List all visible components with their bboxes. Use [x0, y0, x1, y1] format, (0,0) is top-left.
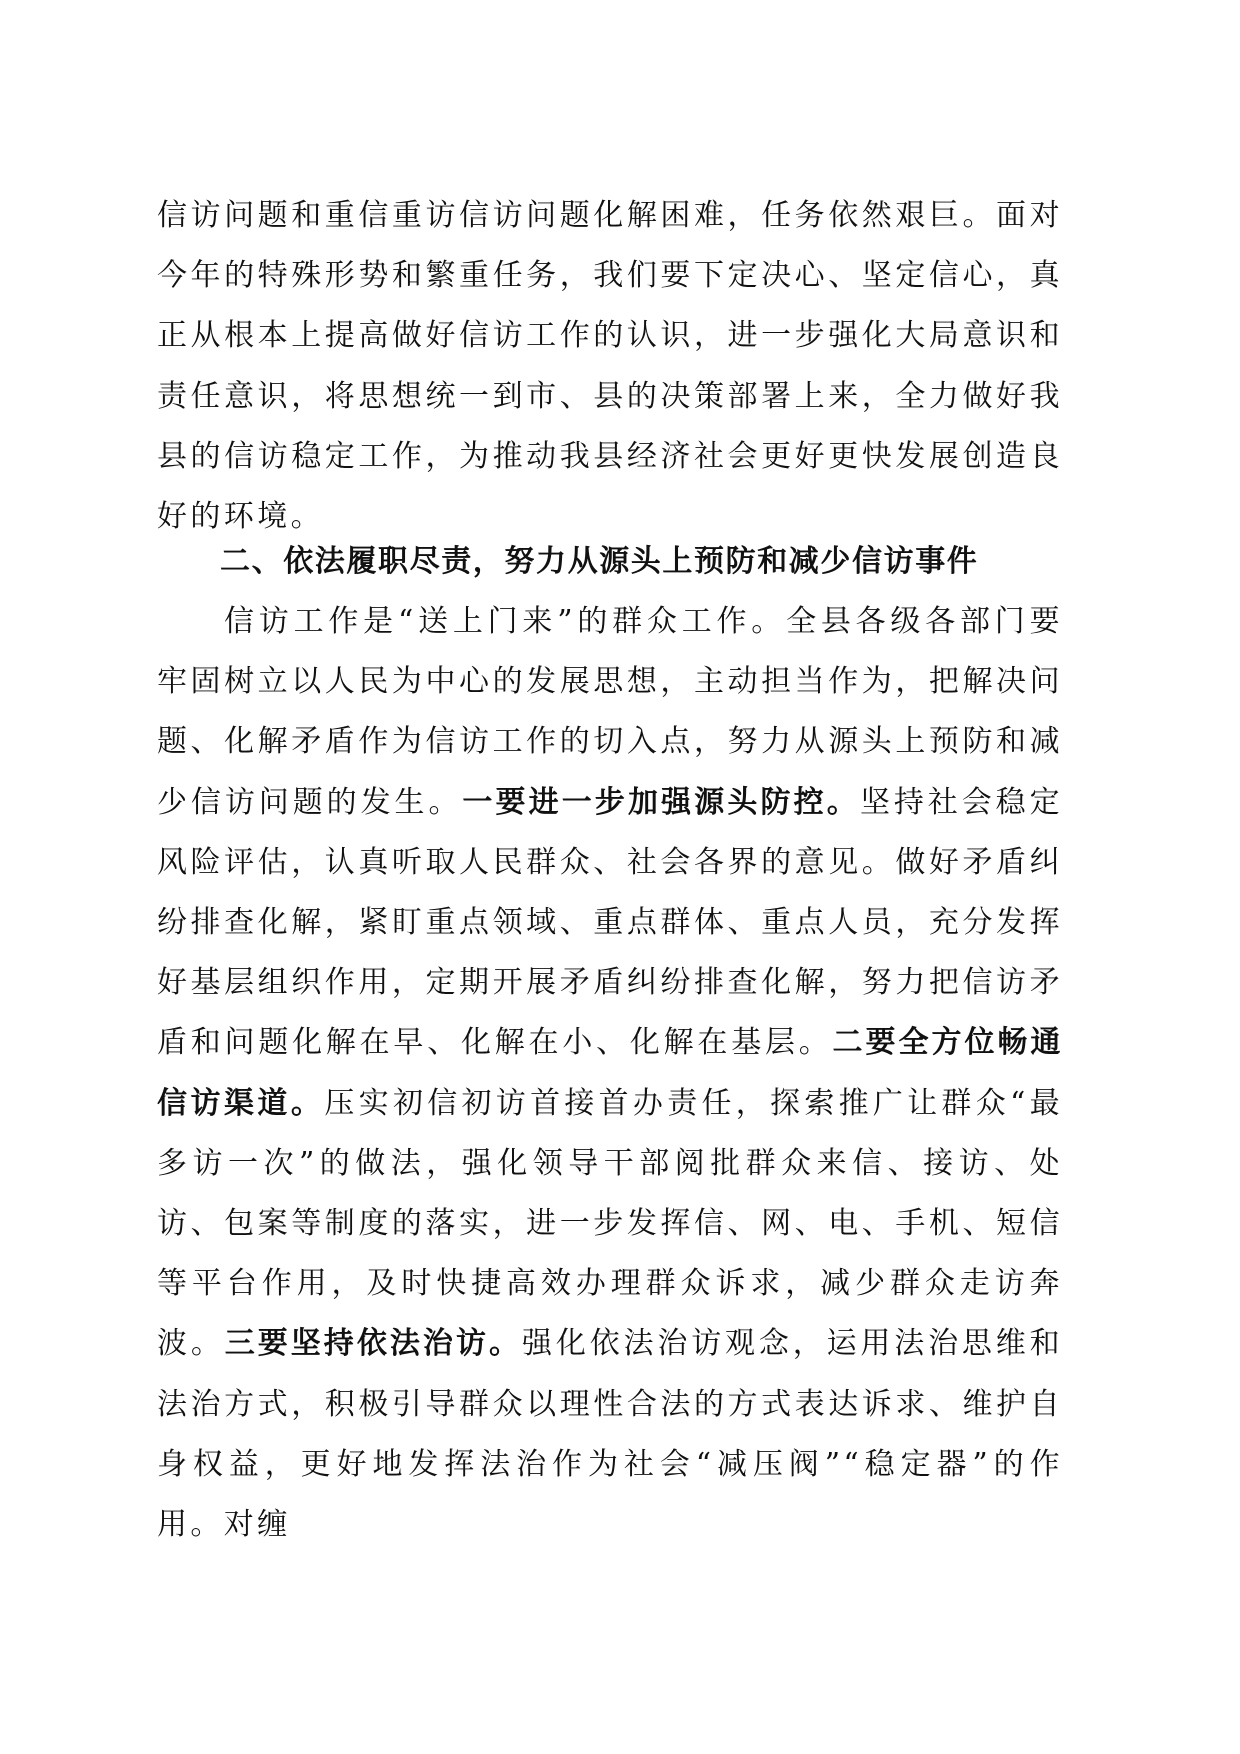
point-2-title: 二要全方位畅通信访渠道。 — [157, 1025, 1064, 1121]
point-3-title: 三要坚持依法治访。 — [224, 1326, 523, 1362]
paragraph-1-text: 信访问题和重信重访信访问题化解困难，任务依然艰巨。面对今年的特殊形势和繁重任务，我们要下定决心、坚定信心，真正从根本上提高做好信访工作的认识，进一步强化大局意识和责任意识，将思想统一到市、县的决策部署上来，全力做好我县的信访稳定工作，为推动我县经济社会更好更快发展创造良好的环境。 — [157, 198, 1063, 535]
paragraph-2-intro: 信访工作是“送上门来”的群众工作。全县各级各部门要牢固树立以人民为中心的发展思想，主动担当作为，把解决问题、化解矛盾作为信访工作的切入点，努力从源头上预防和减少信访问题的发生。 — [157, 604, 1063, 820]
point-3-body: 强化依法治访观念，运用法治思维和法治方式，积极引导群众以理性合法的方式表达诉求、维护自身权益，更好地发挥法治作为社会“减压阀”“稳定器”的作用。对缠 — [157, 1326, 1063, 1543]
section-heading: 二、依法履职尽责，努力从源头上预防和减少信访事件 — [220, 544, 979, 579]
point-1-body: 坚持社会稳定风险评估，认真听取人民群众、社会各界的意见。做好矛盾纠纷排查化解，紧盯重点领域、重点群体、重点人员，充分发挥好基层组织作用，定期开展矛盾纠纷排查化解，努力把信访矛盾和问题化解在早、化解在小、化解在基层。 — [157, 784, 1063, 1061]
point-2-body: 压实初信初访首接首办责任，探索推广让群众“最多访一次”的做法，强化领导干部阅批群众来信、接访、处访、包案等制度的落实，进一步发挥信、网、电、手机、短信等平台作用，及时快捷高效办理群众诉求，减少群众走访奔波。 — [157, 1085, 1064, 1362]
paragraph-1 — [157, 186, 1063, 547]
point-1-title: 一要进一步加强源头防控。 — [462, 784, 860, 820]
paragraph-2 — [157, 592, 1063, 1555]
